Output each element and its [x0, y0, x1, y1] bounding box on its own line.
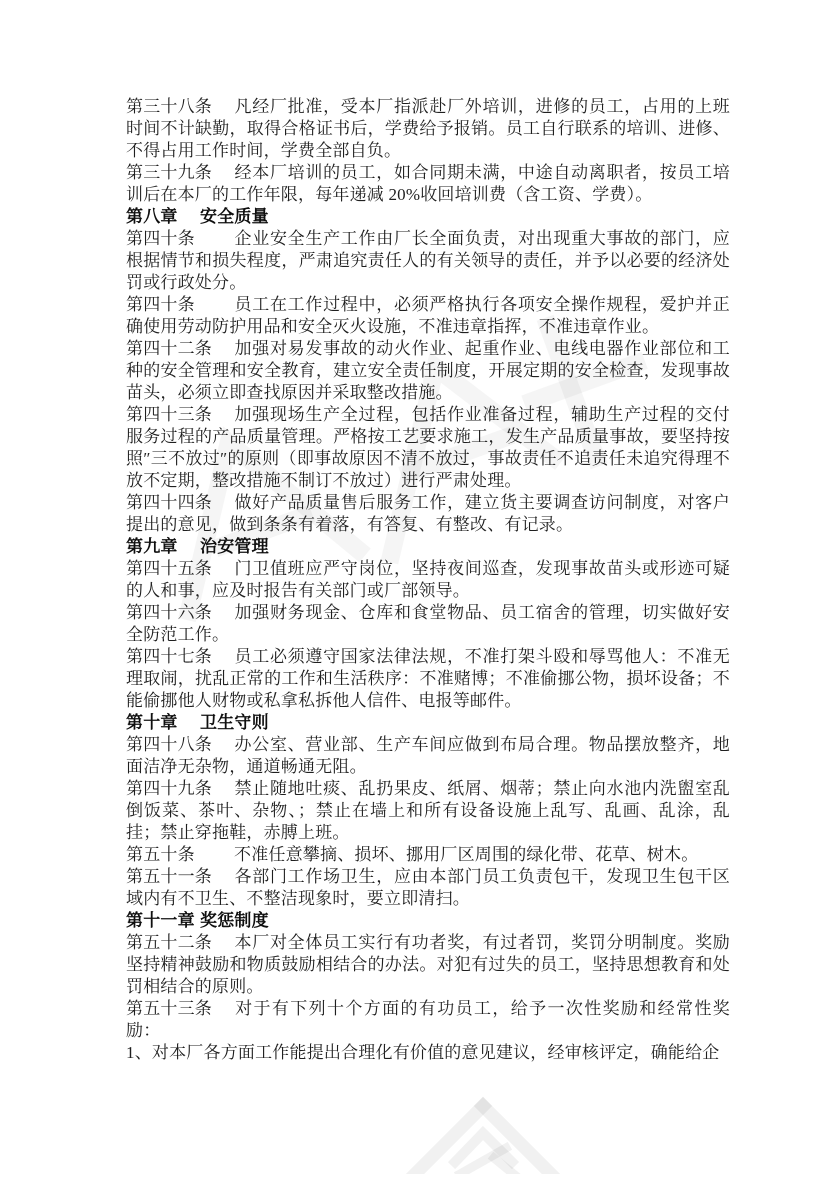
article-paragraph — [126, 338, 730, 404]
article-paragraph — [126, 646, 730, 712]
article-text: 对于有下列十个方面的有功员工，给予一次性奖励和经常性奖励： — [126, 999, 730, 1040]
document-body — [126, 96, 730, 1064]
article-number: 第五十一条 — [126, 867, 212, 886]
article-text: 做好产品质量售后服务工作，建立货主要调查访问制度，对客户提出的意见，做到条条有着落，有答复、有整改、有记录。 — [126, 493, 730, 534]
article-text: 禁止随地吐痰、乱扔果皮、纸屑、烟蒂；禁止向水池内洗盥室乱倒饭菜、茶叶、杂物、；禁止在墙上和所有设备设施上乱写、乱画、乱涂，乱挂；禁止穿拖鞋，赤膊上班。 — [126, 779, 730, 842]
article-text: 门卫值班应严守岗位，坚持夜间巡查，发现事故苗头或形迹可疑的人和事，应及时报告有关部门或厂部领导。 — [126, 559, 730, 600]
article-paragraph — [126, 866, 730, 910]
article-paragraph — [126, 932, 730, 998]
article-paragraph — [126, 162, 730, 206]
chapter-number: 第九章 — [126, 537, 178, 556]
article-paragraph — [126, 492, 730, 536]
chapter-number: 第十章 — [126, 713, 178, 732]
article-number: 第四十四条 — [126, 493, 212, 512]
article-number: 第四十条 — [126, 229, 195, 248]
article-number: 第三十八条 — [126, 97, 212, 116]
article-number: 第四十五条 — [126, 559, 212, 578]
article-paragraph — [126, 844, 730, 866]
chapter-heading — [126, 536, 730, 558]
article-text: 经本厂培训的员工，如合同期未满，中途自动离职者，按员工培训后在本厂的工作年限，每年递减 20%收回培训费（含工资、学费）。 — [126, 163, 730, 204]
chapter-heading — [126, 206, 730, 228]
article-paragraph — [126, 294, 730, 338]
article-number: 第四十九条 — [126, 779, 212, 798]
article-text: 加强财务现金、仓库和食堂物品、员工宿舍的管理，切实做好安全防范工作。 — [126, 603, 730, 644]
article-paragraph — [126, 228, 730, 294]
article-text: 办公室、营业部、生产车间应做到布局合理。物品摆放整齐，地面洁净无杂物，通道畅通无阻。 — [126, 735, 730, 776]
article-number: 第五十二条 — [126, 933, 212, 952]
article-number: 第四十三条 — [126, 405, 212, 424]
article-paragraph — [126, 734, 730, 778]
chapter-heading — [126, 712, 730, 734]
article-paragraph — [126, 96, 730, 162]
chapter-number: 第八章 — [126, 207, 178, 226]
article-paragraph — [126, 998, 730, 1042]
article-number: 第四十二条 — [126, 339, 212, 358]
article-number: 第五十条 — [126, 845, 195, 864]
article-paragraph — [126, 778, 730, 844]
article-text: 企业安全生产工作由厂长全面负责，对出现重大事故的部门，应根据情节和损失程度，严肃追究责任人的有关领导的责任，并予以必要的经济处罚或行政处分。 — [126, 229, 730, 292]
chapter-title: 奖惩制度 — [200, 911, 269, 930]
article-number: 第四十六条 — [126, 603, 212, 622]
list-item — [126, 1042, 730, 1064]
article-paragraph — [126, 602, 730, 646]
chapter-title: 治安管理 — [200, 537, 269, 556]
chapter-title: 安全质量 — [200, 207, 269, 226]
article-text: 不准任意攀摘、损坏、挪用厂区周围的绿化带、花草、树木。 — [234, 845, 699, 864]
article-number: 第四十八条 — [126, 735, 212, 754]
article-text: 凡经厂批准，受本厂指派赴厂外培训，进修的员工，占用的上班时间不计缺勤，取得合格证书后，学费给予报销。员工自行联系的培训、进修、不得占用工作时间，学费全部自负。 — [126, 97, 730, 160]
article-number: 第三十九条 — [126, 163, 212, 182]
article-paragraph — [126, 558, 730, 602]
article-number: 第四十七条 — [126, 647, 212, 666]
article-text: 员工必须遵守国家法律法规，不准打架斗殴和辱骂他人：不准无理取闹，扰乱正常的工作和生活秩序：不准赌博；不准偷挪公物，损坏设备；不能偷挪他人财物或私拿私拆他人信件、电报等邮件。 — [126, 647, 730, 710]
article-number: 第四十条 — [126, 295, 195, 314]
list-item-text: 1、对本厂各方面工作能提出合理化有价值的意见建议，经审核评定，确能给企 — [126, 1043, 720, 1062]
article-text: 本厂对全体员工实行有功者奖，有过者罚，奖罚分明制度。奖励坚持精神鼓励和物质鼓励相结合的办法。对犯有过失的员工，坚持思想教育和处罚相结合的原则。 — [126, 933, 730, 996]
article-text: 各部门工作场卫生，应由本部门员工负责包干，发现卫生包干区域内有不卫生、不整洁现象时，要立即清扫。 — [126, 867, 730, 908]
article-text: 加强现场生产全过程，包括作业准备过程，辅助生产过程的交付服务过程的产品质量管理。严格按工艺要求施工，发生产品质量事故，要坚持按照″三不放过″的原则（即事故原因不清不放过，事故责任不追责任未追究得理不放不定期，整改措施不制订不放过）进行严肃处理。 — [126, 405, 730, 490]
article-number: 第五十三条 — [126, 999, 212, 1018]
watermark-diamond-icon — [399, 1106, 567, 1174]
chapter-number: 第十一章 — [126, 911, 195, 930]
chapter-title: 卫生守则 — [200, 713, 269, 732]
article-text: 员工在工作过程中，必须严格执行各项安全操作规程，爱护并正确使用劳动防护用品和安全灭火设施，不准违章指挥，不准违章作业。 — [126, 295, 730, 336]
chapter-heading — [126, 910, 730, 932]
article-paragraph — [126, 404, 730, 492]
article-text: 加强对易发事故的动火作业、起重作业、电线电器作业部位和工种的安全管理和安全教育，建立安全责任制度，开展定期的安全检查，发现事故苗头，必须立即查找原因并采取整改措施。 — [126, 339, 730, 402]
